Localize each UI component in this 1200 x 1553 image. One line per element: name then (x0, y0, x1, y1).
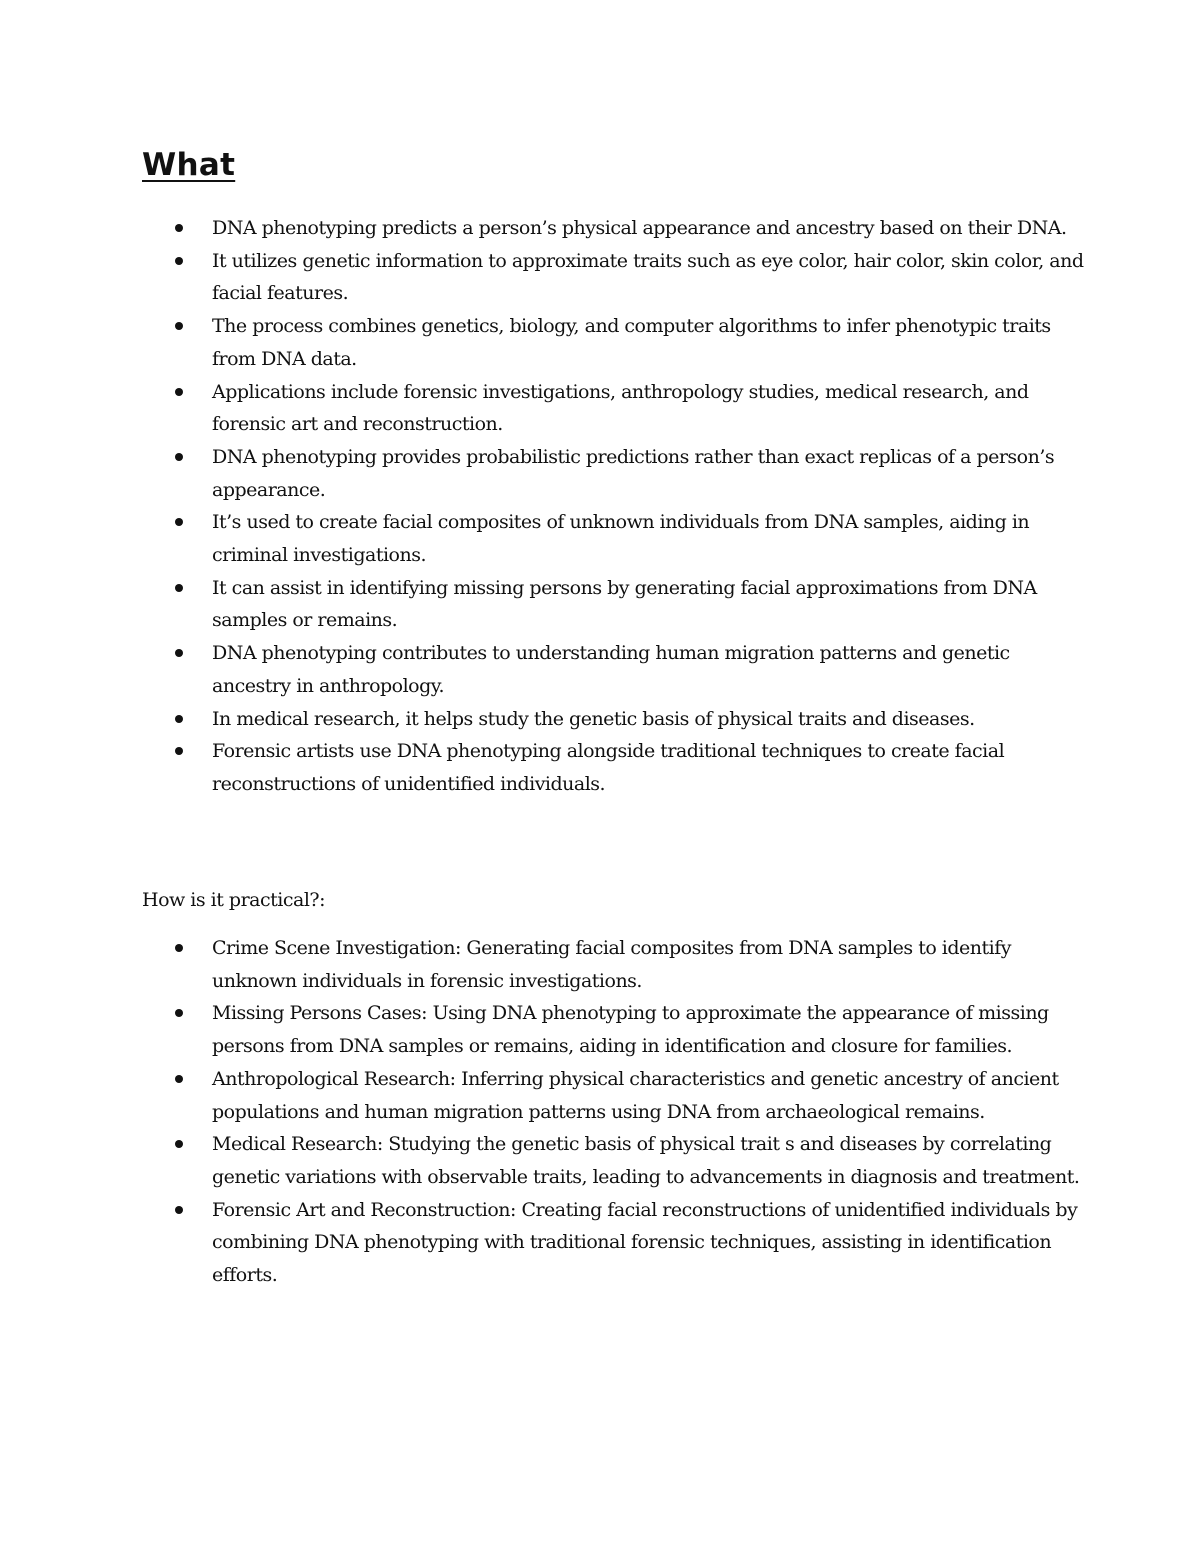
bullet-icon (175, 224, 183, 232)
section-heading: How is it practical?: (142, 889, 325, 911)
bullet-icon (175, 715, 183, 723)
practical-bullet-list (212, 932, 1092, 1292)
bullet-icon (175, 584, 183, 592)
bullet-icon (175, 1206, 183, 1214)
bullet-icon (175, 453, 183, 461)
bullet-icon (175, 747, 183, 755)
bullet-icon (175, 257, 183, 265)
list-item (212, 703, 1092, 736)
list-item-text: DNA phenotyping predicts a person’s physical appearance and ancestry based on their DNA. (212, 217, 1067, 239)
list-item (212, 245, 1092, 310)
list-item (212, 1063, 1092, 1128)
list-item (212, 506, 1092, 571)
list-item (212, 310, 1092, 375)
list-item-text: It can assist in identifying missing persons by generating facial approximations from DNA samples or remains. (212, 576, 1037, 632)
list-item-text: It’s used to create facial composites of unknown individuals from DNA samples, aiding in criminal investigations. (212, 511, 1030, 567)
list-item-text: Missing Persons Cases: Using DNA phenotyping to approximate the appearance of missing persons from DNA samples or remains, aiding in identification and closure for families. (212, 1002, 1049, 1058)
bullet-icon (175, 649, 183, 657)
list-item (212, 637, 1092, 702)
list-item-text: Applications include forensic investigations, anthropology studies, medical research, and forensic art and reconstruction. (212, 380, 1029, 436)
list-item (212, 572, 1092, 637)
page-title: What (142, 147, 236, 183)
list-item-text: Crime Scene Investigation: Generating facial composites from DNA samples to identify unknown individuals in forensic investigations. (212, 937, 1012, 992)
bullet-icon (175, 388, 183, 396)
list-item (212, 1194, 1092, 1292)
bullet-icon (175, 1075, 183, 1083)
list-item-text: DNA phenotyping provides probabilistic predictions rather than exact replicas of a person’s appearance. (212, 445, 1055, 501)
list-item (212, 1128, 1092, 1193)
list-item-text: In medical research, it helps study the genetic basis of physical traits and diseases. (212, 707, 975, 730)
list-item (212, 441, 1092, 506)
list-item (212, 735, 1092, 800)
list-item-text: Forensic Art and Reconstruction: Creating facial reconstructions of unidentified individuals by combining DNA phenotyping with traditional forensic techniques, assisting in identification efforts. (212, 1198, 1078, 1287)
list-item-text: Anthropological Research: Inferring physical characteristics and genetic ancestry of ancient populations and human migration patterns using DNA from archaeological remains. (212, 1067, 1059, 1123)
list-item-text: DNA phenotyping contributes to understanding human migration patterns and genetic ancestry in anthropology. (212, 642, 1010, 697)
list-item (212, 932, 1092, 997)
list-item-text: Medical Research: Studying the genetic basis of physical trait s and diseases by correlating genetic variations with observable traits, leading to advancements in diagnosis and treatment. (212, 1133, 1080, 1188)
list-item (212, 376, 1092, 441)
bullet-icon (175, 518, 183, 526)
list-item-text: It utilizes genetic information to approximate traits such as eye color, hair color, skin color, and facial features. (212, 249, 1084, 305)
bullet-icon (175, 322, 183, 330)
list-item (212, 212, 1092, 245)
bullet-icon (175, 1140, 183, 1148)
list-item-text: The process combines genetics, biology, and computer algorithms to infer phenotypic traits from DNA data. (212, 315, 1051, 370)
what-bullet-list (212, 212, 1092, 801)
list-item (212, 997, 1092, 1062)
bullet-icon (175, 944, 183, 952)
bullet-icon (175, 1009, 183, 1017)
list-item-text: Forensic artists use DNA phenotyping alongside traditional techniques to create facial reconstructions of unidentified individuals. (212, 740, 1005, 795)
